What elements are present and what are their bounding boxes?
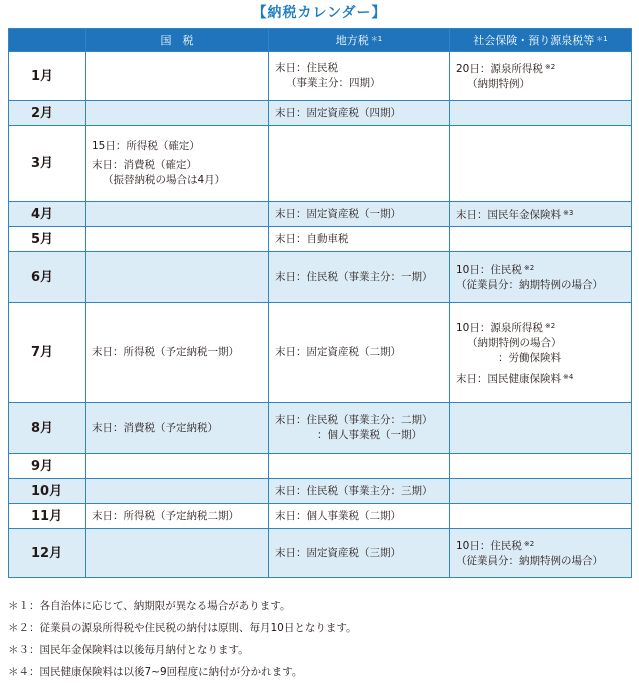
note-mark: ※3 xyxy=(563,208,574,217)
header-month xyxy=(9,29,86,52)
cell-line xyxy=(456,370,625,387)
shakai-cell xyxy=(450,529,632,578)
cell-line: 末日：固定資産税（二期） xyxy=(275,346,401,358)
table-row xyxy=(9,504,632,529)
cell-line: 末日：住民税（事業主分：三期） xyxy=(275,484,433,497)
cell-line: 末日：所得税（予定納税二期） xyxy=(92,509,239,522)
cell-line xyxy=(456,60,625,77)
month-cell: 11月 xyxy=(9,504,86,529)
chihou-cell xyxy=(269,126,450,202)
month-cell: 9月 xyxy=(9,454,86,479)
cell-text: 末日：国民健康保険料 xyxy=(456,372,561,385)
cell-line xyxy=(456,206,625,223)
chihou-cell xyxy=(269,529,450,578)
cell-line: 末日：住民税 xyxy=(275,62,338,74)
cell-line: 末日：消費税（予定納税） xyxy=(92,421,218,434)
month-cell: 4月 xyxy=(9,202,86,227)
cell-line: （従業員分：納期特例の場合） xyxy=(456,279,603,291)
kokuzei-cell xyxy=(86,479,269,504)
table-row xyxy=(9,202,632,227)
table-row xyxy=(9,252,632,303)
cell-line: 末日：消費税（確定） xyxy=(92,159,197,171)
kokuzei-cell xyxy=(86,504,269,529)
cell-line: ：個人事業税（一期） xyxy=(317,429,422,441)
kokuzei-cell xyxy=(86,227,269,252)
kokuzei-cell xyxy=(86,252,269,303)
footnotes xyxy=(8,595,357,683)
tax-calendar-table xyxy=(8,28,632,578)
cell-line: 末日：住民税（事業主分：二期） xyxy=(275,414,433,426)
cell-line xyxy=(456,319,625,336)
month-cell: 7月 xyxy=(9,303,86,403)
shakai-cell xyxy=(450,303,632,403)
table-row xyxy=(9,227,632,252)
page-title: 【納税カレンダー】 xyxy=(252,5,387,21)
cell-line: 末日：個人事業税（二期） xyxy=(275,509,401,522)
shakai-cell xyxy=(450,202,632,227)
header-chihou-mark: ＊1 xyxy=(370,35,383,43)
table-row xyxy=(9,126,632,202)
shakai-cell xyxy=(450,101,632,126)
cell-text: 20日：源泉所得税 xyxy=(456,63,543,75)
cell-line: （納期特例の場合） xyxy=(467,336,562,349)
month-cell: 5月 xyxy=(9,227,86,252)
month-cell: 8月 xyxy=(9,403,86,454)
footnote: ＊１：各自治体に応じて、納期限が異なる場合があります。 xyxy=(8,600,291,612)
header-shakai-label: 社会保険・預り源泉税等 xyxy=(473,34,595,47)
chihou-cell xyxy=(269,454,450,479)
header-chihou-label: 地方税 xyxy=(335,34,369,47)
shakai-cell xyxy=(450,227,632,252)
cell-text: 10日：住民税 xyxy=(456,540,522,552)
header-kokuzei: 国 税 xyxy=(86,29,269,52)
note-mark: ※2 xyxy=(523,264,535,272)
table-row xyxy=(9,101,632,126)
cell-line: 末日：固定資産税（三期） xyxy=(275,546,401,559)
cell-line xyxy=(456,261,625,278)
note-mark: ※2 xyxy=(544,63,556,71)
note-mark: ※2 xyxy=(523,540,535,548)
shakai-cell xyxy=(450,252,632,303)
kokuzei-cell xyxy=(86,101,269,126)
header-shakai xyxy=(450,29,632,52)
cell-line: 末日：所得税（予定納税一期） xyxy=(92,346,239,358)
kokuzei-cell xyxy=(86,303,269,403)
cell-line xyxy=(456,537,625,554)
table-row xyxy=(9,454,632,479)
month-cell: 12月 xyxy=(9,529,86,578)
kokuzei-cell xyxy=(86,52,269,101)
chihou-cell xyxy=(269,504,450,529)
shakai-cell xyxy=(450,126,632,202)
month-cell: 6月 xyxy=(9,252,86,303)
table-row xyxy=(9,479,632,504)
month-cell: 2月 xyxy=(9,101,86,126)
cell-text: 10日：住民税 xyxy=(456,264,522,276)
month-cell: 1月 xyxy=(9,52,86,101)
cell-line: （納期特例） xyxy=(467,78,530,90)
table-row xyxy=(9,403,632,454)
header-chihou xyxy=(269,29,450,52)
chihou-cell xyxy=(269,202,450,227)
cell-line: ：労働保険料 xyxy=(498,351,561,364)
chihou-cell xyxy=(269,52,450,101)
footnote: ＊３：国民年金保険料は以後毎月納付となります。 xyxy=(8,644,249,656)
header-shakai-mark: ＊1 xyxy=(596,35,608,43)
note-mark: ※2 xyxy=(544,321,556,330)
chihou-cell xyxy=(269,252,450,303)
chihou-cell xyxy=(269,303,450,403)
shakai-cell xyxy=(450,479,632,504)
cell-line: （従業員分：納期特例の場合） xyxy=(456,555,603,567)
month-cell: 10月 xyxy=(9,479,86,504)
table-row xyxy=(9,529,632,578)
cell-line: 15日：所得税（確定） xyxy=(92,140,200,152)
cell-line: 末日：自動車税 xyxy=(275,232,349,245)
cell-line: 末日：住民税（事業主分：一期） xyxy=(275,270,433,283)
shakai-cell xyxy=(450,403,632,454)
table-row xyxy=(9,52,632,101)
table-row xyxy=(9,303,632,403)
month-cell: 3月 xyxy=(9,126,86,202)
cell-text: 末日：国民年金保険料 xyxy=(456,208,561,221)
footnote: ＊２：従業員の源泉所得税や住民税の納付は原則、毎月10日となります。 xyxy=(8,622,357,634)
kokuzei-cell xyxy=(86,202,269,227)
shakai-cell xyxy=(450,52,632,101)
header-row xyxy=(9,29,632,52)
kokuzei-cell xyxy=(86,454,269,479)
chihou-cell xyxy=(269,227,450,252)
kokuzei-cell xyxy=(86,529,269,578)
note-mark: ※4 xyxy=(563,372,574,381)
cell-line: （振替納税の場合は4月） xyxy=(103,174,226,186)
chihou-cell xyxy=(269,403,450,454)
cell-line: 末日：固定資産税（四期） xyxy=(275,106,401,119)
footnote: ＊４：国民健康保険料は以後7~9回程度に納付が分かれます。 xyxy=(8,666,303,678)
shakai-cell xyxy=(450,454,632,479)
cell-text: 10日：源泉所得税 xyxy=(456,321,543,334)
shakai-cell xyxy=(450,504,632,529)
cell-line: （事業主分：四期） xyxy=(286,77,381,89)
chihou-cell xyxy=(269,101,450,126)
kokuzei-cell xyxy=(86,126,269,202)
kokuzei-cell xyxy=(86,403,269,454)
cell-line: 末日：固定資産税（一期） xyxy=(275,207,401,220)
chihou-cell xyxy=(269,479,450,504)
